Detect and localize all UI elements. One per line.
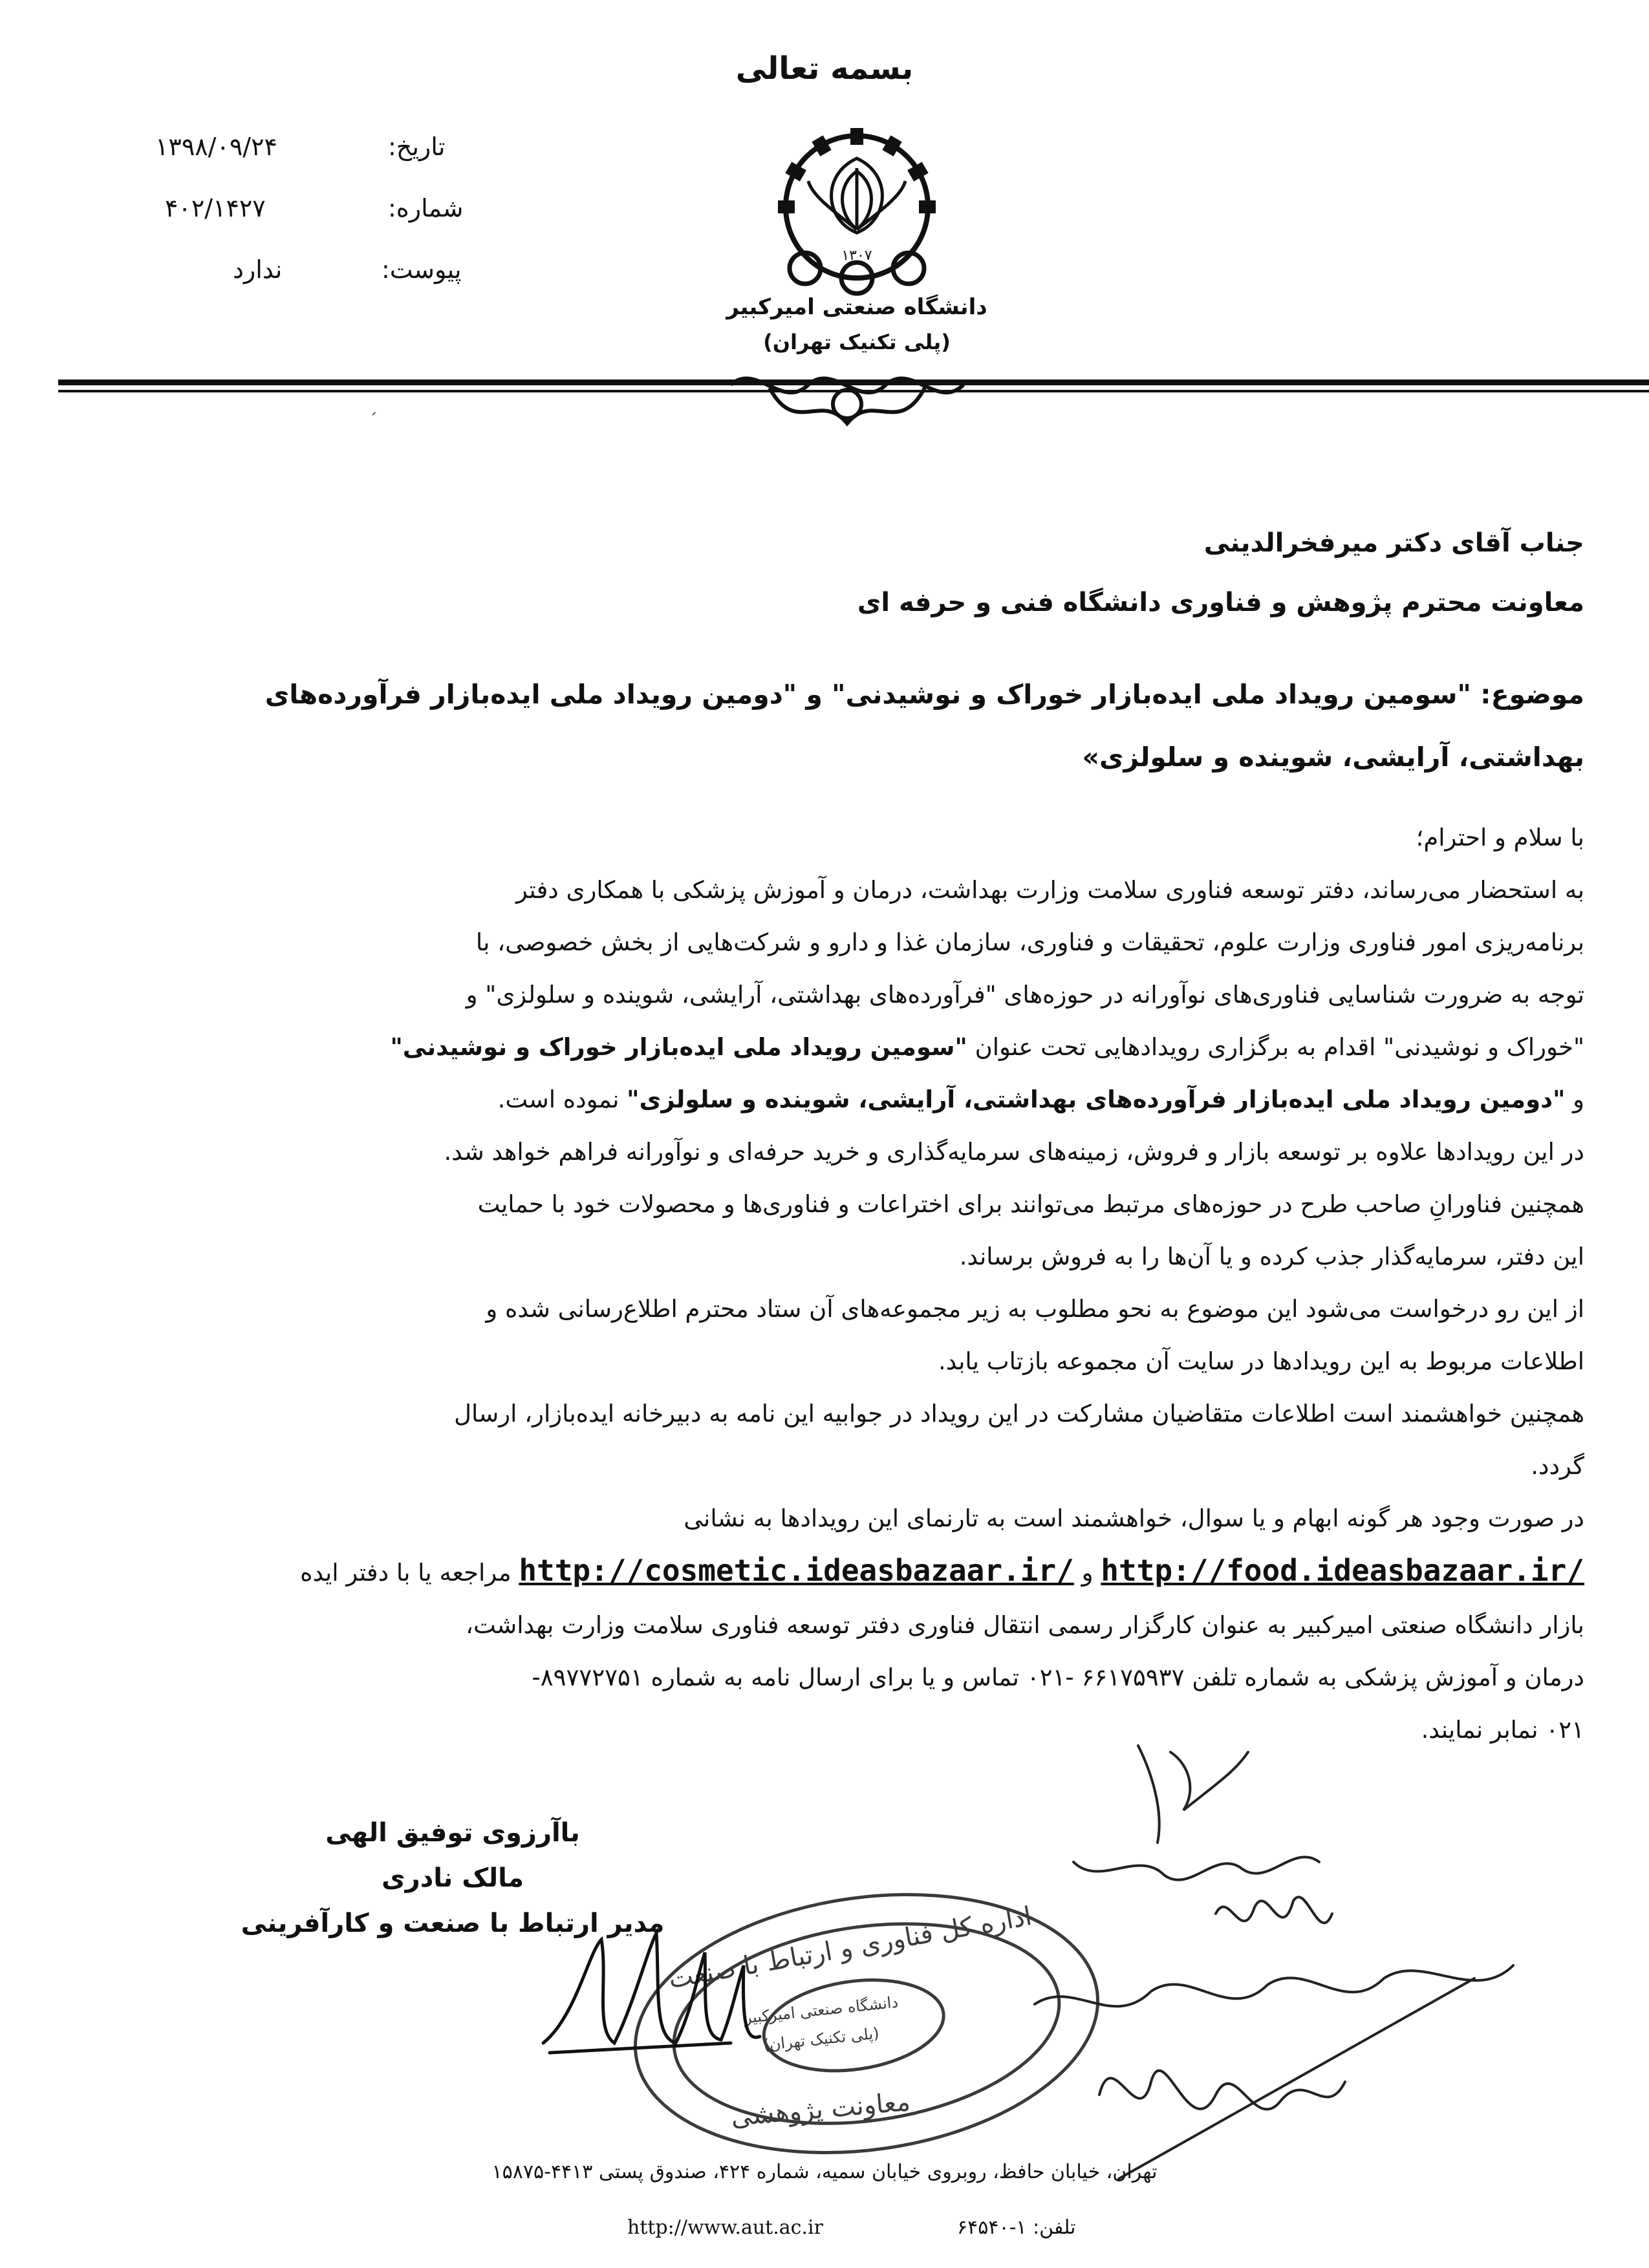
body-text: و — [1565, 1086, 1584, 1113]
number-label: شماره: — [388, 194, 464, 222]
body-line: همچنین فناورانِ صاحب طرح در حوزه‌های مرتبط می‌توانند برای اختراعات و فناوری‌ها و محصولات خود با حمایت — [477, 1190, 1584, 1218]
signatory-title: مدیر ارتباط با صنعت و کارآفرینی — [241, 1909, 665, 1938]
university-subname: (پلی تکنیک تهران) — [763, 330, 951, 354]
body-line — [71, 1021, 1584, 1073]
footer-website[interactable]: http://www.aut.ac.ir — [627, 2216, 823, 2239]
body-line: بازار دانشگاه صنعتی امیرکبیر به عنوان کارگزار رسمی انتقال فناوری دفتر توسعه فناوری سلامت وزارت بهداشت، — [466, 1611, 1584, 1639]
number-value: ۴۰۲/۱۴۲۷ — [165, 194, 266, 222]
body-line: توجه به ضرورت شناسایی فناوری‌های نوآورانه در حوزه‌های "فرآورده‌های بهداشتی، آرایشی، شوینده و سلولزی" و — [466, 981, 1584, 1009]
stamp-outer-bottom: معاونت پژوهشی — [729, 2086, 912, 2133]
food-website-link[interactable]: http://food.ideasbazaar.ir/ — [1101, 1553, 1584, 1588]
university-name: دانشگاه صنعتی امیرکبیر — [726, 294, 987, 320]
attachment-label: پیوست: — [382, 255, 462, 284]
body-line: همچنین خواهشمند است اطلاعات متقاضیان مشارکت در این رویداد در جوابیه این نامه به دبیرخانه ایده‌بازار، ارسال — [454, 1400, 1584, 1428]
body-line: در این رویدادها علاوه بر توسعه بازار و فروش، زمینه‌های سرمایه‌گذاری و خرید حرفه‌ای و نوآورانه فراهم خواهد شد. — [444, 1138, 1584, 1166]
date-value: ۱۳۹۸/۰۹/۲۴ — [155, 133, 277, 161]
university-logo — [760, 123, 954, 317]
footer-phone: تلفن: ۱-۶۴۵۴۰ — [957, 2216, 1076, 2239]
body-line: گردد. — [1531, 1452, 1584, 1480]
body-line: به استحضار می‌رساند، دفتر توسعه فناوری سلامت وزارت بهداشت، درمان و آموزش پزشکی با همکاری دفتر — [516, 876, 1584, 904]
letter-body — [71, 811, 1584, 1756]
body-line — [71, 1545, 1584, 1599]
addressee-line-2: معاونت محترم پژوهش و فناوری دانشگاه فنی و حرفه ای — [857, 588, 1584, 617]
stray-mark: ˏ — [369, 394, 378, 416]
body-line: برنامه‌ریزی امور فناوری وزارت علوم، تحقیقات و فناوری، سازمان غذا و دارو و شرکت‌هایی از بخش خصوصی، با — [475, 928, 1584, 956]
basmala-heading: بسمه تعالی — [735, 50, 914, 87]
addressee-line-1: جناب آقای دکتر میرفخرالدینی — [1203, 528, 1584, 558]
body-line: این دفتر، سرمایه‌گذار جذب کرده و یا آن‌ها را به فروش برساند. — [959, 1243, 1584, 1270]
body-line: در صورت وجود هر گونه ابهام و یا سوال، خواهشمند است به تارنمای این رویدادها به نشانی — [684, 1504, 1584, 1532]
stamp-inner-1: دانشگاه صنعتی امیرکبیر — [743, 1993, 900, 2027]
body-text: "خوراک و نوشیدنی" اقدام به برگزاری رویدادهایی تحت عنوان — [967, 1033, 1584, 1061]
body-text: نموده است. — [497, 1086, 627, 1113]
date-label: تاریخ: — [388, 133, 446, 161]
logo-year: ۱۳۰۷ — [841, 248, 872, 264]
header-divider — [58, 365, 1649, 436]
body-line: ۰۲۱ نمابر نمایند. — [1421, 1716, 1584, 1744]
body-line: درمان و آموزش پزشکی به شماره تلفن ۶۶۱۷۵۹۳۷ -۰۲۱ تماس و یا برای ارسال نامه به شماره ۸۹۷۷۲۷۵۱- — [532, 1664, 1584, 1691]
conjunction: و — [1073, 1559, 1101, 1587]
stamp-inner-2: (پلی تکنیک تهران) — [762, 2024, 880, 2055]
subject-line-2: بهداشتی، آرایشی، شوینده و سلولزی» — [1082, 742, 1584, 773]
greeting: با سلام و احترام؛ — [1416, 824, 1584, 851]
event-title-food: "سومین رویداد ملی ایده‌بازار خوراک و نوشیدنی" — [390, 1033, 967, 1061]
subject-line-1: موضوع: "سومین رویداد ملی ایده‌بازار خوراک و نوشیدنی" و "دومین رویداد ملی ایده‌بازار فرآورده‌های — [264, 679, 1584, 710]
body-line: از این رو درخواست می‌شود این موضوع به نحو مطلوب به زیر مجموعه‌های آن ستاد محترم اطلاع‌رسانی شده و — [486, 1295, 1584, 1323]
body-line: اطلاعات مربوط به این رویدادها در سایت آن مجموعه بازتاب یابد. — [938, 1347, 1584, 1375]
stamp-outer-top: اداره کل فناوری و ارتباط با صنعت — [666, 1901, 1034, 1995]
event-title-cosmetic: "دومین رویداد ملی ایده‌بازار فرآورده‌های بهداشتی، آرایشی، شوینده و سلولزی" — [627, 1086, 1566, 1113]
footer-address: تهران، خیابان حافظ، روبروی خیابان سمیه، شماره ۴۲۴، صندوق پستی ۴۴۱۳-۱۵۸۷۵ — [491, 2161, 1158, 2183]
closing-wish: باآرزوی توفیق الهی — [325, 1818, 580, 1848]
signature — [537, 1914, 770, 2062]
body-text: مراجعه یا با دفتر ایده — [300, 1559, 519, 1587]
attachment-value: ندارد — [233, 255, 283, 284]
body-line — [71, 1073, 1584, 1126]
cosmetic-website-link[interactable]: http://cosmetic.ideasbazaar.ir/ — [519, 1553, 1074, 1588]
signatory-name: مالک نادری — [382, 1863, 524, 1893]
handwritten-annotation — [1022, 1733, 1578, 2185]
